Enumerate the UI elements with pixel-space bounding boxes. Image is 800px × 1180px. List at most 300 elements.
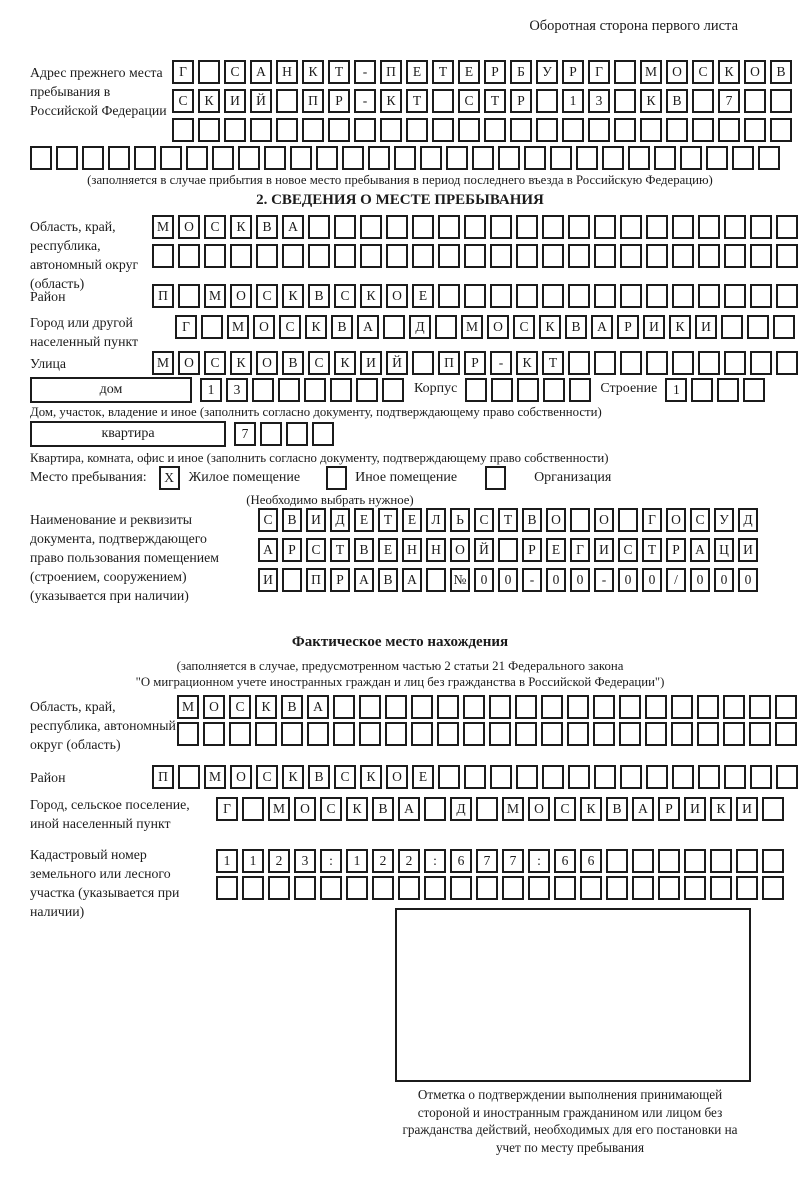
char-cell[interactable]: А	[354, 568, 374, 592]
char-cell[interactable]: 0	[546, 568, 566, 592]
char-cell[interactable]	[177, 722, 199, 746]
char-cell[interactable]	[620, 765, 642, 789]
char-cell[interactable]: 3	[588, 89, 610, 113]
char-cell[interactable]: 7	[502, 849, 524, 873]
char-cell[interactable]	[646, 215, 668, 239]
char-cell[interactable]	[568, 284, 590, 308]
char-cell[interactable]: С	[204, 351, 226, 375]
char-cell[interactable]: К	[255, 695, 277, 719]
char-cell[interactable]: Ь	[450, 508, 470, 532]
char-cell[interactable]	[736, 876, 758, 900]
char-cell[interactable]	[464, 284, 486, 308]
char-cell[interactable]: Т	[542, 351, 564, 375]
char-cell[interactable]: -	[490, 351, 512, 375]
char-cell[interactable]	[484, 118, 506, 142]
char-cell[interactable]	[744, 89, 766, 113]
char-cell[interactable]	[691, 378, 713, 402]
char-cell[interactable]: Е	[406, 60, 428, 84]
char-cell[interactable]	[654, 146, 676, 170]
char-cell[interactable]	[463, 695, 485, 719]
char-cell[interactable]: Р	[617, 315, 639, 339]
char-cell[interactable]	[108, 146, 130, 170]
char-cell[interactable]	[464, 215, 486, 239]
char-cell[interactable]: В	[378, 568, 398, 592]
char-cell[interactable]	[394, 146, 416, 170]
char-cell[interactable]: 0	[498, 568, 518, 592]
char-cell[interactable]: О	[450, 538, 470, 562]
char-cell[interactable]	[568, 244, 590, 268]
char-cell[interactable]: Д	[409, 315, 431, 339]
char-cell[interactable]	[342, 146, 364, 170]
char-cell[interactable]: М	[152, 351, 174, 375]
char-cell[interactable]	[56, 146, 78, 170]
char-cell[interactable]: О	[487, 315, 509, 339]
char-cell[interactable]	[567, 695, 589, 719]
char-cell[interactable]: :	[320, 849, 342, 873]
char-cell[interactable]: С	[618, 538, 638, 562]
char-cell[interactable]: Л	[426, 508, 446, 532]
char-cell[interactable]	[750, 765, 772, 789]
char-cell[interactable]	[541, 722, 563, 746]
char-cell[interactable]	[620, 215, 642, 239]
char-cell[interactable]: К	[198, 89, 220, 113]
char-cell[interactable]	[776, 351, 798, 375]
char-cell[interactable]	[515, 722, 537, 746]
char-cell[interactable]	[432, 118, 454, 142]
char-cell[interactable]	[491, 378, 513, 402]
char-cell[interactable]	[680, 146, 702, 170]
char-cell[interactable]	[697, 695, 719, 719]
char-cell[interactable]: О	[178, 351, 200, 375]
char-cell[interactable]	[308, 215, 330, 239]
char-cell[interactable]	[736, 849, 758, 873]
char-cell[interactable]: 1	[200, 378, 222, 402]
char-cell[interactable]	[498, 538, 518, 562]
char-cell[interactable]: /	[666, 568, 686, 592]
char-cell[interactable]: С	[474, 508, 494, 532]
char-cell[interactable]: Р	[282, 538, 302, 562]
char-cell[interactable]: Т	[330, 538, 350, 562]
char-cell[interactable]: Н	[426, 538, 446, 562]
char-cell[interactable]	[723, 695, 745, 719]
char-cell[interactable]: С	[513, 315, 535, 339]
char-cell[interactable]	[333, 695, 355, 719]
char-cell[interactable]: -	[354, 89, 376, 113]
char-cell[interactable]	[398, 876, 420, 900]
char-cell[interactable]	[316, 146, 338, 170]
char-cell[interactable]: О	[386, 765, 408, 789]
char-cell[interactable]	[732, 146, 754, 170]
char-cell[interactable]	[438, 284, 460, 308]
char-cell[interactable]: М	[640, 60, 662, 84]
char-cell[interactable]	[724, 244, 746, 268]
char-cell[interactable]	[619, 722, 641, 746]
char-cell[interactable]	[516, 765, 538, 789]
char-cell[interactable]: К	[346, 797, 368, 821]
char-cell[interactable]	[542, 284, 564, 308]
char-cell[interactable]: В	[282, 351, 304, 375]
char-cell[interactable]: К	[360, 765, 382, 789]
char-cell[interactable]	[490, 765, 512, 789]
char-cell[interactable]	[201, 315, 223, 339]
char-cell[interactable]	[594, 765, 616, 789]
char-cell[interactable]: К	[230, 215, 252, 239]
char-cell[interactable]	[412, 215, 434, 239]
char-cell[interactable]: К	[360, 284, 382, 308]
char-cell[interactable]	[776, 765, 798, 789]
char-cell[interactable]	[528, 876, 550, 900]
char-cell[interactable]: А	[357, 315, 379, 339]
char-cell[interactable]: С	[224, 60, 246, 84]
char-cell[interactable]: А	[402, 568, 422, 592]
char-cell[interactable]: И	[306, 508, 326, 532]
char-cell[interactable]	[750, 215, 772, 239]
char-cell[interactable]	[510, 118, 532, 142]
char-cell[interactable]: 1	[346, 849, 368, 873]
char-cell[interactable]: В	[522, 508, 542, 532]
char-cell[interactable]	[536, 118, 558, 142]
char-cell[interactable]: О	[230, 765, 252, 789]
char-cell[interactable]: А	[250, 60, 272, 84]
char-cell[interactable]	[646, 244, 668, 268]
char-cell[interactable]: Д	[738, 508, 758, 532]
char-cell[interactable]: Н	[402, 538, 422, 562]
char-cell[interactable]: С	[458, 89, 480, 113]
char-cell[interactable]: П	[302, 89, 324, 113]
char-cell[interactable]: К	[580, 797, 602, 821]
char-cell[interactable]: Г	[642, 508, 662, 532]
char-cell[interactable]	[516, 215, 538, 239]
char-cell[interactable]: И	[594, 538, 614, 562]
char-cell[interactable]	[671, 722, 693, 746]
char-cell[interactable]	[368, 146, 390, 170]
char-cell[interactable]	[569, 378, 591, 402]
char-cell[interactable]	[385, 722, 407, 746]
char-cell[interactable]	[386, 244, 408, 268]
char-cell[interactable]	[432, 89, 454, 113]
char-cell[interactable]	[744, 118, 766, 142]
char-cell[interactable]	[472, 146, 494, 170]
char-cell[interactable]: С	[204, 215, 226, 239]
char-cell[interactable]: К	[710, 797, 732, 821]
char-cell[interactable]	[490, 244, 512, 268]
char-cell[interactable]	[464, 244, 486, 268]
char-cell[interactable]	[672, 215, 694, 239]
char-cell[interactable]	[446, 146, 468, 170]
char-cell[interactable]	[276, 89, 298, 113]
char-cell[interactable]	[614, 118, 636, 142]
char-cell[interactable]: П	[306, 568, 326, 592]
char-cell[interactable]: Ц	[714, 538, 734, 562]
char-cell[interactable]	[464, 765, 486, 789]
char-cell[interactable]: 1	[562, 89, 584, 113]
char-cell[interactable]	[386, 215, 408, 239]
char-cell[interactable]	[620, 351, 642, 375]
char-cell[interactable]: С	[172, 89, 194, 113]
char-cell[interactable]: О	[528, 797, 550, 821]
char-cell[interactable]: П	[438, 351, 460, 375]
char-cell[interactable]: В	[666, 89, 688, 113]
char-cell[interactable]	[406, 118, 428, 142]
char-cell[interactable]	[645, 695, 667, 719]
char-cell[interactable]: 0	[570, 568, 590, 592]
char-cell[interactable]	[360, 244, 382, 268]
char-cell[interactable]: С	[279, 315, 301, 339]
char-cell[interactable]: :	[528, 849, 550, 873]
char-cell[interactable]	[776, 215, 798, 239]
char-cell[interactable]: Е	[412, 284, 434, 308]
char-cell[interactable]	[750, 284, 772, 308]
char-cell[interactable]: Т	[642, 538, 662, 562]
char-cell[interactable]	[743, 378, 765, 402]
char-cell[interactable]	[354, 118, 376, 142]
char-cell[interactable]: Т	[498, 508, 518, 532]
char-cell[interactable]: -	[594, 568, 614, 592]
char-cell[interactable]	[749, 695, 771, 719]
char-cell[interactable]	[178, 284, 200, 308]
char-cell[interactable]	[308, 244, 330, 268]
char-cell[interactable]: О	[386, 284, 408, 308]
char-cell[interactable]	[646, 765, 668, 789]
char-cell[interactable]: О	[253, 315, 275, 339]
char-cell[interactable]: Н	[276, 60, 298, 84]
char-cell[interactable]	[724, 765, 746, 789]
char-cell[interactable]	[580, 876, 602, 900]
char-cell[interactable]: Р	[522, 538, 542, 562]
char-cell[interactable]	[658, 849, 680, 873]
char-cell[interactable]	[438, 765, 460, 789]
char-cell[interactable]	[632, 876, 654, 900]
char-cell[interactable]: В	[354, 538, 374, 562]
char-cell[interactable]: С	[306, 538, 326, 562]
char-cell[interactable]	[490, 284, 512, 308]
char-cell[interactable]	[458, 118, 480, 142]
char-cell[interactable]	[758, 146, 780, 170]
char-cell[interactable]	[282, 244, 304, 268]
char-cell[interactable]	[576, 146, 598, 170]
char-cell[interactable]: Т	[406, 89, 428, 113]
char-cell[interactable]	[359, 722, 381, 746]
char-cell[interactable]: О	[666, 60, 688, 84]
char-cell[interactable]	[516, 244, 538, 268]
char-cell[interactable]	[380, 118, 402, 142]
char-cell[interactable]	[502, 876, 524, 900]
char-cell[interactable]: Р	[330, 568, 350, 592]
char-cell[interactable]: Е	[354, 508, 374, 532]
char-cell[interactable]	[330, 378, 352, 402]
char-cell[interactable]: Е	[378, 538, 398, 562]
char-cell[interactable]	[420, 146, 442, 170]
char-cell[interactable]: О	[178, 215, 200, 239]
char-cell[interactable]: Р	[464, 351, 486, 375]
char-cell[interactable]: Е	[458, 60, 480, 84]
char-cell[interactable]	[542, 244, 564, 268]
char-cell[interactable]: К	[282, 765, 304, 789]
char-cell[interactable]: И	[684, 797, 706, 821]
char-cell[interactable]	[294, 876, 316, 900]
char-cell[interactable]: 0	[690, 568, 710, 592]
char-cell[interactable]: :	[424, 849, 446, 873]
char-cell[interactable]	[698, 215, 720, 239]
char-cell[interactable]	[671, 695, 693, 719]
char-cell[interactable]	[320, 876, 342, 900]
char-cell[interactable]	[238, 146, 260, 170]
char-cell[interactable]	[619, 695, 641, 719]
char-cell[interactable]: Г	[216, 797, 238, 821]
char-cell[interactable]	[773, 315, 795, 339]
char-cell[interactable]	[412, 244, 434, 268]
char-cell[interactable]: Й	[474, 538, 494, 562]
char-cell[interactable]: Г	[570, 538, 590, 562]
char-cell[interactable]	[632, 849, 654, 873]
char-cell[interactable]	[372, 876, 394, 900]
char-cell[interactable]	[242, 876, 264, 900]
char-cell[interactable]	[692, 118, 714, 142]
char-cell[interactable]	[724, 284, 746, 308]
char-cell[interactable]	[646, 351, 668, 375]
char-cell[interactable]	[30, 146, 52, 170]
char-cell[interactable]: И	[643, 315, 665, 339]
char-cell[interactable]: Т	[484, 89, 506, 113]
char-cell[interactable]	[614, 60, 636, 84]
char-cell[interactable]: 7	[234, 422, 256, 446]
char-cell[interactable]	[698, 244, 720, 268]
char-cell[interactable]: Д	[450, 797, 472, 821]
char-cell[interactable]	[252, 378, 274, 402]
char-cell[interactable]: 0	[714, 568, 734, 592]
char-cell[interactable]: 2	[268, 849, 290, 873]
char-cell[interactable]: Р	[484, 60, 506, 84]
char-cell[interactable]	[568, 765, 590, 789]
char-cell[interactable]: -	[522, 568, 542, 592]
char-cell[interactable]: 1	[665, 378, 687, 402]
char-cell[interactable]	[698, 351, 720, 375]
char-cell[interactable]: А	[632, 797, 654, 821]
char-cell[interactable]	[516, 284, 538, 308]
char-cell[interactable]	[476, 876, 498, 900]
stay-type-checkbox-organization[interactable]	[485, 466, 506, 490]
char-cell[interactable]: Г	[172, 60, 194, 84]
stay-type-checkbox-residential[interactable]: X	[159, 466, 180, 490]
char-cell[interactable]	[242, 797, 264, 821]
char-cell[interactable]	[224, 118, 246, 142]
char-cell[interactable]: П	[152, 765, 174, 789]
char-cell[interactable]	[606, 876, 628, 900]
char-cell[interactable]: С	[256, 765, 278, 789]
char-cell[interactable]	[706, 146, 728, 170]
char-cell[interactable]	[554, 876, 576, 900]
char-cell[interactable]	[250, 118, 272, 142]
char-cell[interactable]	[356, 378, 378, 402]
char-cell[interactable]	[542, 215, 564, 239]
char-cell[interactable]	[383, 315, 405, 339]
char-cell[interactable]: Г	[175, 315, 197, 339]
char-cell[interactable]	[567, 722, 589, 746]
char-cell[interactable]: К	[669, 315, 691, 339]
char-cell[interactable]: К	[640, 89, 662, 113]
char-cell[interactable]	[645, 722, 667, 746]
char-cell[interactable]	[721, 315, 743, 339]
char-cell[interactable]	[593, 695, 615, 719]
char-cell[interactable]: К	[230, 351, 252, 375]
char-cell[interactable]	[359, 695, 381, 719]
char-cell[interactable]	[203, 722, 225, 746]
char-cell[interactable]: Т	[432, 60, 454, 84]
char-cell[interactable]	[602, 146, 624, 170]
char-cell[interactable]	[568, 215, 590, 239]
char-cell[interactable]	[628, 146, 650, 170]
char-cell[interactable]	[282, 568, 302, 592]
char-cell[interactable]	[723, 722, 745, 746]
char-cell[interactable]: В	[308, 284, 330, 308]
char-cell[interactable]	[82, 146, 104, 170]
char-cell[interactable]: 0	[738, 568, 758, 592]
char-cell[interactable]	[312, 422, 334, 446]
char-cell[interactable]: Б	[510, 60, 532, 84]
char-cell[interactable]	[260, 422, 282, 446]
char-cell[interactable]: Е	[402, 508, 422, 532]
char-cell[interactable]: Т	[328, 60, 350, 84]
char-cell[interactable]	[747, 315, 769, 339]
char-cell[interactable]	[450, 876, 472, 900]
char-cell[interactable]: О	[256, 351, 278, 375]
char-cell[interactable]	[697, 722, 719, 746]
char-cell[interactable]	[749, 722, 771, 746]
char-cell[interactable]	[198, 118, 220, 142]
char-cell[interactable]	[268, 876, 290, 900]
char-cell[interactable]	[463, 722, 485, 746]
char-cell[interactable]	[437, 695, 459, 719]
char-cell[interactable]: С	[334, 284, 356, 308]
char-cell[interactable]: Г	[588, 60, 610, 84]
char-cell[interactable]	[568, 351, 590, 375]
char-cell[interactable]: К	[305, 315, 327, 339]
char-cell[interactable]: М	[461, 315, 483, 339]
char-cell[interactable]: И	[360, 351, 382, 375]
char-cell[interactable]: 3	[294, 849, 316, 873]
char-cell[interactable]	[562, 118, 584, 142]
char-cell[interactable]	[286, 422, 308, 446]
char-cell[interactable]	[304, 378, 326, 402]
char-cell[interactable]	[438, 215, 460, 239]
char-cell[interactable]	[172, 118, 194, 142]
char-cell[interactable]	[256, 244, 278, 268]
char-cell[interactable]	[438, 244, 460, 268]
char-cell[interactable]: 2	[372, 849, 394, 873]
char-cell[interactable]	[550, 146, 572, 170]
char-cell[interactable]: С	[690, 508, 710, 532]
char-cell[interactable]	[543, 378, 565, 402]
char-cell[interactable]: А	[591, 315, 613, 339]
char-cell[interactable]	[264, 146, 286, 170]
char-cell[interactable]: 6	[450, 849, 472, 873]
char-cell[interactable]	[770, 89, 792, 113]
char-cell[interactable]: М	[268, 797, 290, 821]
char-cell[interactable]: С	[692, 60, 714, 84]
char-cell[interactable]: 3	[226, 378, 248, 402]
char-cell[interactable]: В	[308, 765, 330, 789]
stay-type-checkbox-other-premises[interactable]	[326, 466, 347, 490]
char-cell[interactable]	[698, 765, 720, 789]
char-cell[interactable]	[750, 244, 772, 268]
char-cell[interactable]: 6	[580, 849, 602, 873]
char-cell[interactable]	[515, 695, 537, 719]
char-cell[interactable]: В	[372, 797, 394, 821]
char-cell[interactable]	[424, 876, 446, 900]
char-cell[interactable]: К	[539, 315, 561, 339]
char-cell[interactable]: В	[281, 695, 303, 719]
char-cell[interactable]	[281, 722, 303, 746]
